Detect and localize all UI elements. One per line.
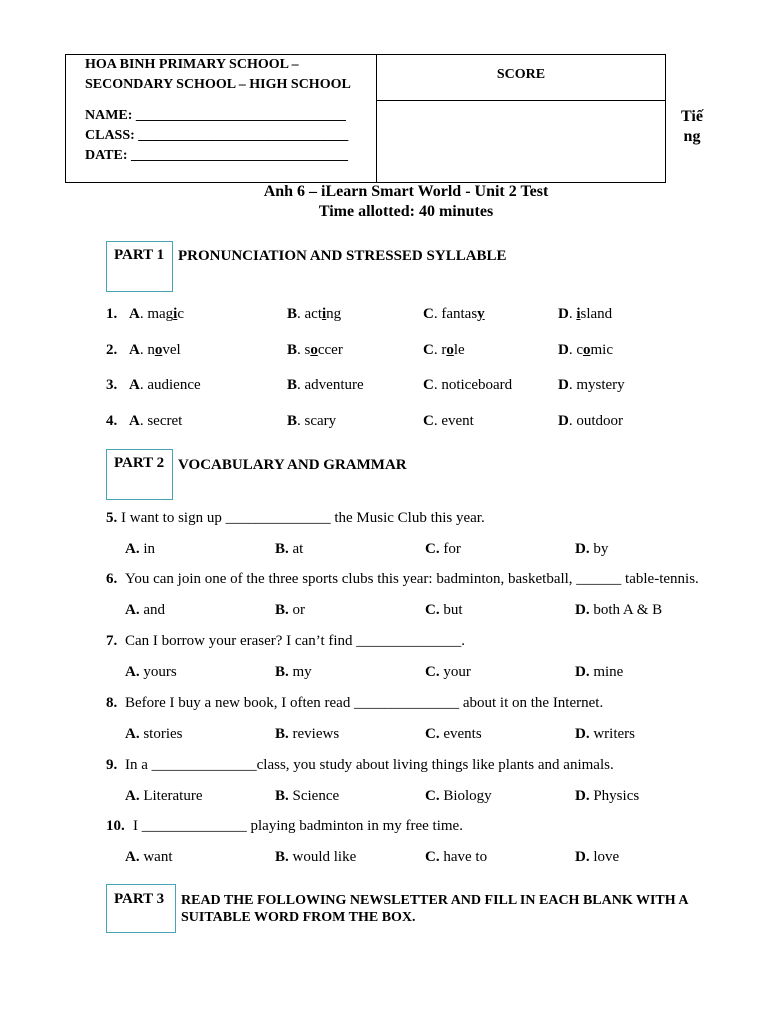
answer-option[interactable]: C. noticeboard — [423, 377, 513, 393]
test-title: Anh 6 – iLearn Smart World - Unit 2 Test — [263, 183, 549, 200]
question-number: 8. — [106, 695, 118, 711]
answer-option[interactable]: B. reviews — [275, 726, 340, 742]
student-info-cell — [66, 55, 377, 182]
question-number: 7. — [106, 633, 118, 649]
answer-option[interactable]: D. outdoor — [558, 413, 624, 429]
header-table — [65, 54, 666, 183]
name-field[interactable]: NAME: ______________________________ — [85, 108, 346, 123]
answer-option[interactable]: C. events — [425, 726, 482, 742]
answer-option[interactable]: D. island — [558, 306, 613, 322]
answer-option[interactable]: B. would like — [275, 849, 357, 865]
question-row — [0, 342, 768, 362]
question-text: I want to sign up ______________ the Music Club this year. — [121, 510, 485, 526]
answer-option[interactable]: C. have to — [425, 849, 488, 865]
question-row — [0, 377, 768, 397]
question-row — [0, 757, 768, 777]
answer-option[interactable]: C. role — [423, 342, 465, 358]
question-number: 3. — [106, 377, 118, 393]
answer-option[interactable]: B. my — [275, 664, 312, 680]
answer-option[interactable]: D. love — [575, 849, 620, 865]
answer-option[interactable]: B. adventure — [287, 377, 364, 393]
question-row — [0, 510, 768, 530]
answer-option[interactable]: A. yours — [125, 664, 177, 680]
question-number: 10. — [106, 818, 125, 834]
answer-option[interactable]: C. but — [425, 602, 463, 618]
options-row — [0, 541, 768, 561]
question-text: You can join one of the three sports clubs this year: badminton, basketball, ______ table-tennis. — [125, 571, 699, 587]
answer-option[interactable]: C. event — [423, 413, 474, 429]
answer-option[interactable]: B. at — [275, 541, 304, 557]
question-number: 9. — [106, 757, 118, 773]
answer-option[interactable]: B. Science — [275, 788, 340, 804]
time-allotted: Time allotted: 40 minutes — [318, 203, 494, 220]
question-text: Can I borrow your eraser? I can’t find ______________. — [125, 633, 466, 649]
answer-option[interactable]: D. mine — [575, 664, 624, 680]
options-row — [0, 602, 768, 622]
question-number: 2. — [106, 342, 118, 358]
answer-option[interactable]: A. magic — [129, 306, 185, 322]
answer-option[interactable]: C. fantasy — [423, 306, 485, 322]
answer-option[interactable]: A. want — [125, 849, 173, 865]
school-name — [85, 55, 376, 95]
answer-option[interactable]: C. for — [425, 541, 461, 557]
answer-option[interactable]: A. audience — [129, 377, 201, 393]
part-2-heading: VOCABULARY AND GRAMMAR — [178, 457, 407, 473]
answer-option[interactable]: D. writers — [575, 726, 635, 742]
part-3-heading: READ THE FOLLOWING NEWSLETTER AND FILL IN EACH BLANK WITH A SUITABLE WORD FROM THE BOX. — [181, 893, 689, 925]
options-row — [0, 788, 768, 808]
part-1-box: PART 1 — [106, 241, 173, 292]
question-row — [0, 633, 768, 653]
answer-option[interactable]: A. in — [125, 541, 156, 557]
question-text: I ______________ playing badminton in my free time. — [133, 818, 463, 834]
part-3-box: PART 3 — [106, 884, 176, 933]
question-text: In a ______________class, you study about living things like plants and animals. — [125, 757, 614, 773]
answer-option[interactable]: A. and — [125, 602, 166, 618]
question-row — [0, 306, 768, 326]
question-row — [0, 571, 768, 591]
answer-option[interactable]: D. by — [575, 541, 609, 557]
options-row — [0, 726, 768, 746]
question-text: Before I buy a new book, I often read ______________ about it on the Internet. — [125, 695, 604, 711]
options-row — [0, 664, 768, 684]
question-row — [0, 413, 768, 433]
answer-option[interactable]: C. Biology — [425, 788, 492, 804]
answer-option[interactable]: D. Physics — [575, 788, 640, 804]
question-number: 1. — [106, 306, 118, 322]
school-line-1: HOA BINH PRIMARY SCHOOL – — [85, 57, 299, 72]
answer-option[interactable]: A. novel — [129, 342, 181, 358]
question-row — [0, 818, 768, 838]
part-2-box: PART 2 — [106, 449, 173, 500]
side-note: Tiế ng — [681, 108, 703, 145]
question-number: 4. — [106, 413, 118, 429]
question-number: 5. — [106, 510, 118, 526]
date-field[interactable]: DATE: _______________________________ — [85, 148, 349, 163]
school-line-2: SECONDARY SCHOOL – HIGH SCHOOL — [85, 77, 351, 92]
answer-option[interactable]: D. comic — [558, 342, 614, 358]
answer-option[interactable]: B. acting — [287, 306, 342, 322]
options-row — [0, 849, 768, 869]
answer-option[interactable]: A. stories — [125, 726, 183, 742]
question-row — [0, 695, 768, 715]
answer-option[interactable]: D. both A & B — [575, 602, 663, 618]
question-number: 6. — [106, 571, 118, 587]
answer-option[interactable]: B. or — [275, 602, 306, 618]
answer-option[interactable]: C. your — [425, 664, 471, 680]
part-1-heading: PRONUNCIATION AND STRESSED SYLLABLE — [178, 248, 507, 264]
answer-option[interactable]: B. soccer — [287, 342, 343, 358]
answer-option[interactable]: A. secret — [129, 413, 183, 429]
answer-option[interactable]: A. Literature — [125, 788, 203, 804]
class-field[interactable]: CLASS: ______________________________ — [85, 128, 349, 143]
answer-option[interactable]: B. scary — [287, 413, 337, 429]
answer-option[interactable]: D. mystery — [558, 377, 625, 393]
score-label: SCORE — [377, 55, 665, 101]
